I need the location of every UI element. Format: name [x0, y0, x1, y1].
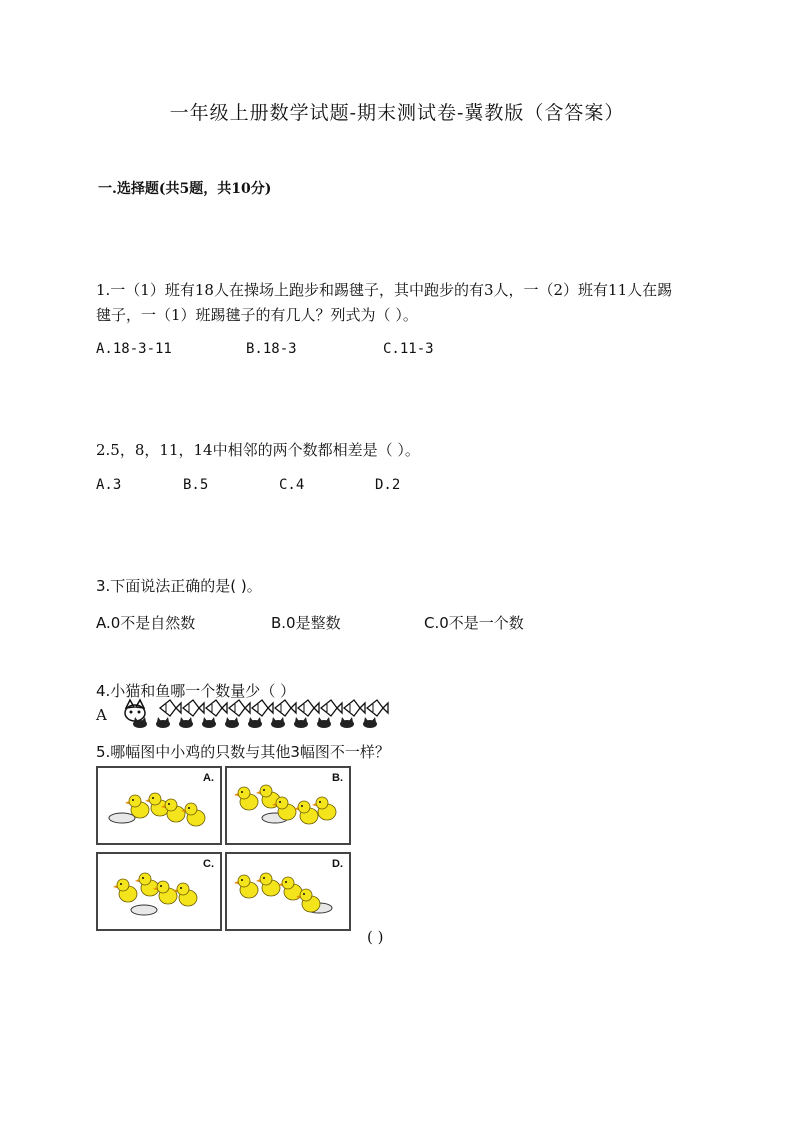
fish-icon	[367, 700, 388, 716]
section-heading: 一.选择题(共5题，共10分)	[98, 181, 272, 197]
question-3-text: 3.下面说法正确的是( )。	[96, 577, 262, 595]
chick-panel-a	[96, 766, 222, 845]
question-1-option-b: B.18-3	[246, 341, 297, 357]
question-1-option-a: A.18-3-11	[96, 341, 172, 357]
feed-bowl	[109, 813, 135, 823]
chick-icon	[234, 787, 258, 810]
feed-bowl	[131, 905, 157, 915]
small-cat-icon	[156, 717, 170, 728]
question-3-option-c: C.0不是一个数	[424, 614, 524, 632]
question-4-text: 4.小猫和鱼哪一个数量少（ ）	[96, 682, 296, 700]
question-2-option-b: B.5	[183, 477, 209, 493]
panel-label-c: C.	[203, 858, 214, 870]
small-cat-icon	[271, 717, 285, 728]
panel-label-a: A.	[203, 772, 214, 784]
chicks-group-c	[98, 854, 220, 929]
question-1-line-2: 毽子，一（1）班踢毽子的有几人？列式为（ ）。	[96, 306, 418, 324]
fish-icon	[183, 700, 204, 716]
small-cat-icon	[317, 717, 331, 728]
chick-panel-b	[225, 766, 351, 845]
fish-icon	[321, 700, 342, 716]
question-3-option-a: A.0不是自然数	[96, 614, 196, 632]
question-5-answer-paren: ( )	[367, 928, 384, 946]
question-2-option-a: A.3	[96, 477, 122, 493]
chicks-group-d	[227, 854, 349, 929]
chicks-group-a	[98, 768, 220, 843]
question-2-text: 2.5，8，11，14中相邻的两个数都相差是（ ）。	[96, 441, 420, 459]
chick-panel-c	[96, 852, 222, 931]
panel-label-b: B.	[332, 772, 343, 784]
panel-label-d: D.	[332, 858, 343, 870]
question-1-line-1: 1.一（1）班有18人在操场上跑步和踢毽子，其中跑步的有3人，一（2）班有11人在踢	[96, 281, 673, 299]
cats-and-fish-illustration	[120, 698, 390, 730]
chick-icon	[113, 879, 137, 902]
small-cat-icon	[248, 717, 262, 728]
fish-icon	[298, 700, 319, 716]
small-cat-icon	[340, 717, 354, 728]
fish-icon	[275, 700, 296, 716]
small-cat-icon	[225, 717, 239, 728]
question-2-option-c: C.4	[279, 477, 305, 493]
small-cat-icon	[294, 717, 308, 728]
chick-icon	[256, 873, 280, 896]
question-3-option-b: B.0是整数	[271, 614, 341, 632]
small-cat-icon	[202, 717, 216, 728]
fish-icon	[206, 700, 227, 716]
small-cat-icon	[363, 717, 377, 728]
fish-icon	[344, 700, 365, 716]
fish-icon	[160, 700, 181, 716]
small-cat-icon	[133, 717, 147, 728]
question-1-option-c: C.11-3	[383, 341, 434, 357]
page-title: 一年级上册数学试题-期末测试卷-冀教版（含答案）	[169, 102, 625, 124]
chick-panel-d	[225, 852, 351, 931]
question-2-option-d: D.2	[375, 477, 401, 493]
small-cat-icon	[179, 717, 193, 728]
chick-icon	[135, 873, 159, 896]
question-4-option-a: A	[96, 706, 107, 724]
chicks-group-b	[227, 768, 349, 843]
fish-icon	[229, 700, 250, 716]
chick-icon	[234, 875, 258, 898]
question-5-text: 5.哪幅图中小鸡的只数与其他3幅图不一样？	[96, 743, 390, 761]
fish-icon	[252, 700, 273, 716]
